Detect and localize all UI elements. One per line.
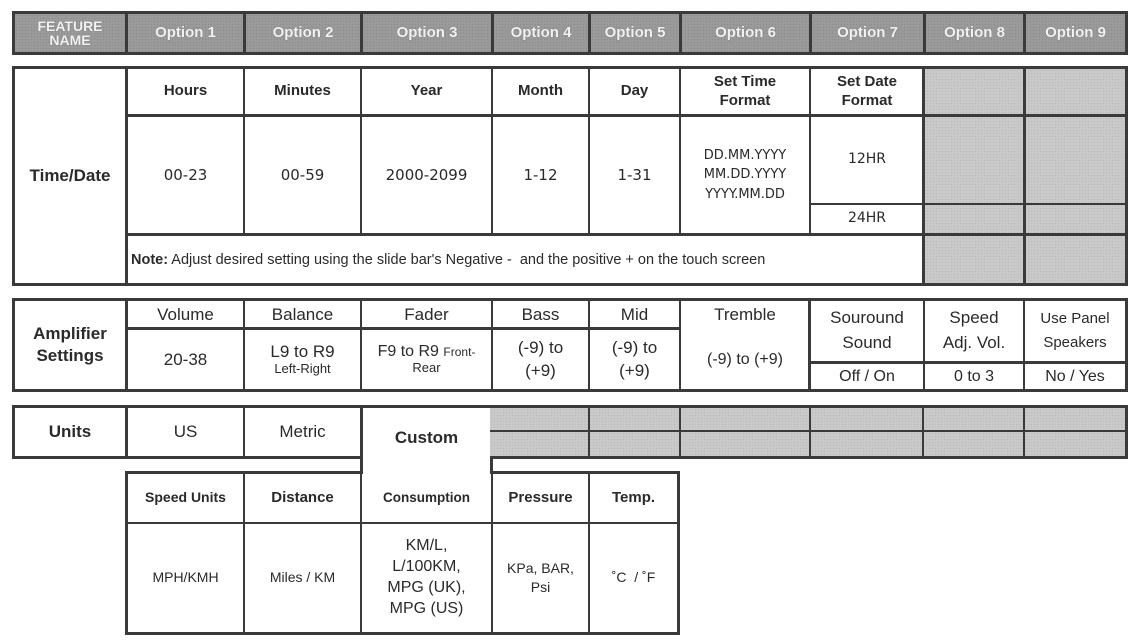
amp-col-volume: Volume bbox=[157, 304, 214, 324]
units-feature-label: Units bbox=[48, 422, 92, 442]
custom-value-distance[interactable]: Miles / KM bbox=[269, 569, 336, 586]
time-date-col-minutes: Minutes bbox=[274, 82, 331, 100]
time-date-value-hours[interactable]: 00-23 bbox=[163, 165, 208, 184]
date-format-option-24hr[interactable]: 24HR bbox=[847, 210, 887, 227]
amp-value-mid[interactable]: (-9) to (+9) bbox=[611, 338, 658, 380]
custom-col-consumption: Consumption bbox=[383, 489, 470, 505]
time-format-option[interactable]: MM.DD.YYYY bbox=[703, 167, 787, 183]
amp-value-volume[interactable]: 20-38 bbox=[163, 349, 208, 369]
time-date-value-day[interactable]: 1-31 bbox=[617, 165, 652, 184]
time-date-value-year[interactable]: 2000-2099 bbox=[385, 165, 468, 184]
header-option-4: Option 4 bbox=[510, 23, 572, 41]
amp-col-speed-adj-vol: Speed Adj. Vol. bbox=[942, 308, 1006, 352]
time-date-col-year: Year bbox=[410, 82, 443, 100]
custom-col-distance: Distance bbox=[271, 488, 334, 506]
time-date-empty-option-9 bbox=[1024, 69, 1125, 283]
time-date-value-minutes[interactable]: 00-59 bbox=[280, 165, 325, 184]
amp-value-bass[interactable]: (-9) to (+9) bbox=[517, 338, 564, 380]
header-option-3: Option 3 bbox=[396, 23, 458, 41]
amp-col-balance: Balance bbox=[271, 304, 334, 324]
custom-value-speed-units[interactable]: MPH/KMH bbox=[152, 569, 219, 586]
time-date-col-set-date-format: Set Date Format bbox=[836, 72, 898, 109]
time-date-note bbox=[131, 236, 921, 283]
header-feature-name: FEATURE NAME bbox=[37, 18, 103, 48]
time-date-col-day: Day bbox=[620, 82, 649, 100]
note-text: Adjust desired setting using the slide bar's Negative - and the positive + on the touch screen bbox=[168, 251, 766, 268]
units-option-us[interactable]: US bbox=[173, 422, 198, 442]
time-date-col-month: Month bbox=[518, 82, 563, 100]
custom-value-pressure[interactable]: KPa, BAR, Psi bbox=[507, 560, 574, 595]
amp-value-use-panel-speakers[interactable]: No / Yes bbox=[1045, 367, 1105, 385]
custom-col-temp: Temp. bbox=[611, 488, 656, 506]
time-format-option[interactable]: DD.MM.YYYY bbox=[703, 147, 787, 163]
header-option-6: Option 6 bbox=[715, 23, 776, 41]
custom-value-temp[interactable]: ˚C / ˚F bbox=[611, 569, 656, 586]
header-option-7: Option 7 bbox=[837, 23, 898, 41]
custom-col-speed-units: Speed Units bbox=[145, 489, 226, 506]
time-date-empty-option-8 bbox=[923, 69, 1024, 283]
time-date-col-set-time-format: Set Time Format bbox=[713, 72, 777, 109]
header-option-8: Option 8 bbox=[944, 23, 1005, 41]
time-format-option[interactable]: YYYY.MM.DD bbox=[705, 186, 785, 202]
time-date-value-set-time-format[interactable] bbox=[681, 117, 809, 233]
amp-col-tremble: Tremble bbox=[714, 304, 776, 324]
units-option-metric[interactable]: Metric bbox=[279, 422, 326, 442]
time-date-feature-label: Time/Date bbox=[29, 166, 111, 186]
amp-col-use-panel-speakers: Use Panel Speakers bbox=[1040, 310, 1110, 351]
amp-col-bass: Bass bbox=[521, 304, 560, 324]
header-option-1: Option 1 bbox=[155, 23, 216, 41]
note-label: Note: bbox=[131, 251, 169, 268]
header-option-2: Option 2 bbox=[272, 23, 334, 41]
time-date-value-month[interactable]: 1-12 bbox=[523, 165, 558, 184]
amp-col-fader: Fader bbox=[404, 304, 449, 324]
amp-col-surround-sound: Souround Sound bbox=[830, 308, 904, 352]
date-format-option-12hr[interactable]: 12HR bbox=[847, 151, 887, 168]
header-option-5: Option 5 bbox=[604, 23, 666, 41]
time-date-col-hours: Hours bbox=[163, 82, 208, 100]
header-option-9: Option 9 bbox=[1045, 23, 1106, 41]
custom-value-consumption[interactable]: KM/L, L/100KM, MPG (UK), MPG (US) bbox=[387, 537, 466, 617]
amp-value-balance[interactable]: L9 to R9 Left-Right bbox=[270, 342, 335, 376]
units-option-custom[interactable]: Custom bbox=[394, 428, 459, 448]
amp-col-mid: Mid bbox=[620, 304, 649, 324]
amp-value-fader[interactable]: F9 to R9 Front- Rear bbox=[377, 342, 476, 376]
amp-value-speed-adj-vol[interactable]: 0 to 3 bbox=[953, 367, 995, 385]
amp-value-surround-sound[interactable]: Off / On bbox=[839, 367, 895, 385]
custom-col-pressure: Pressure bbox=[508, 488, 573, 506]
amplifier-feature-label: Amplifier Settings bbox=[33, 323, 107, 365]
amp-value-tremble[interactable]: (-9) to (+9) bbox=[706, 350, 783, 368]
